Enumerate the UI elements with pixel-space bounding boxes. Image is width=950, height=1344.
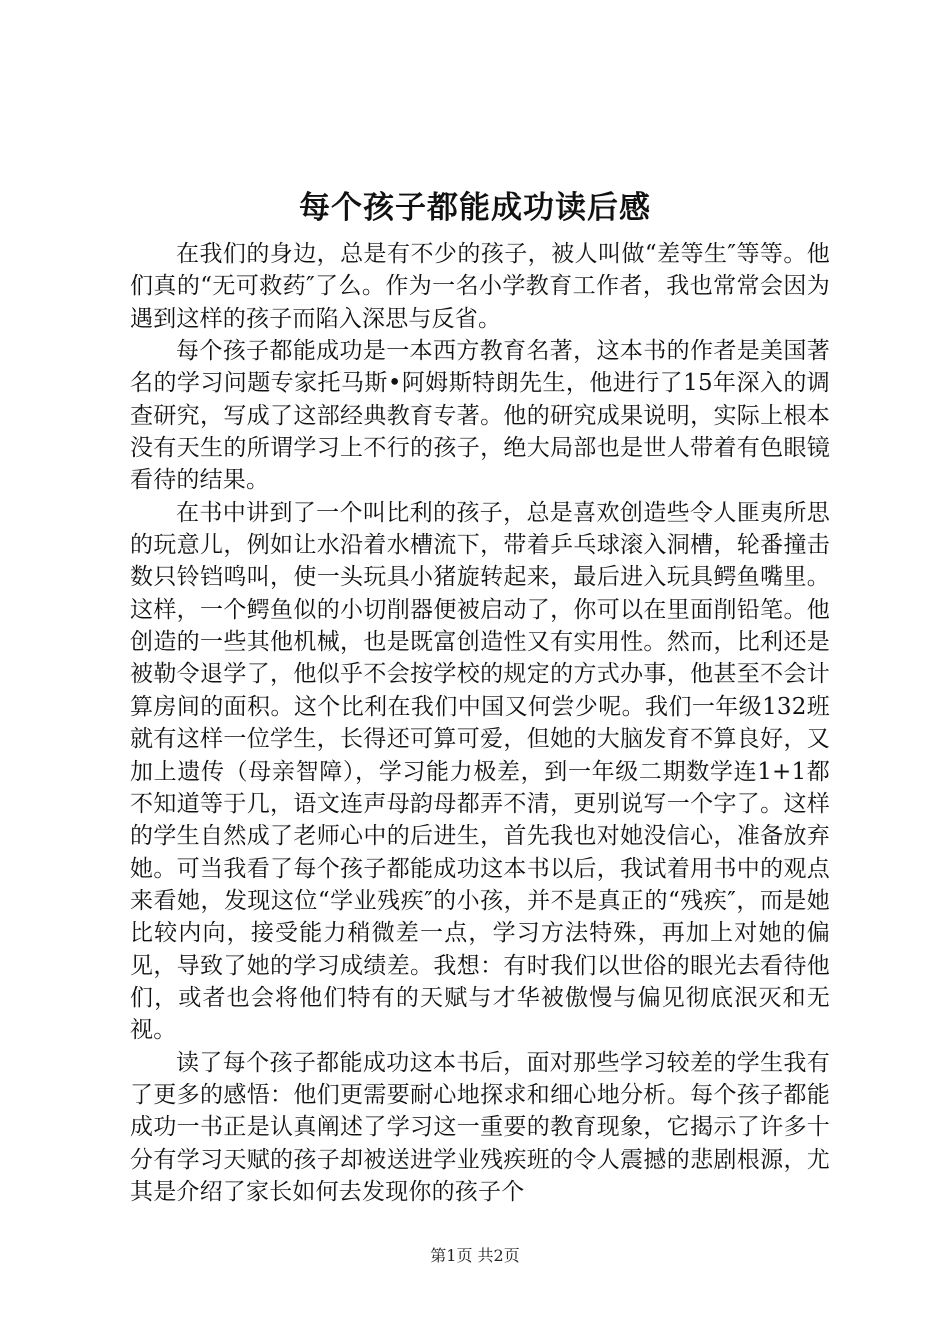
document-title: 每个孩子都能成功读后感 bbox=[299, 190, 651, 226]
document-body bbox=[130, 238, 830, 1208]
paragraph: 每个孩子都能成功是一本西方教育名著，这本书的作者是美国著名的学习问题专家托马斯•阿姆斯特朗先生，他进行了15年深入的调查研究，写成了这部经典教育专著。他的研究成果说明，实际上根本没有天生的所谓学习上不行的孩子，绝大局部也是世人带着有色眼镜看待的结果。 bbox=[130, 338, 830, 494]
paragraph: 在书中讲到了一个叫比利的孩子，总是喜欢创造些令人匪夷所思的玩意儿，例如让水沿着水槽流下，带着乒乓球滚入洞槽，轮番撞击数只铃铛鸣叫，使一头玩具小猪旋转起来，最后进入玩具鳄鱼嘴里。这样，一个鳄鱼似的小切削器便被启动了，你可以在里面削铅笔。他创造的一些其他机械，也是既富创造性又有实用性。然而，比利还是被勒令退学了，他似乎不会按学校的规定的方式办事，他甚至不会计算房间的面积。这个比利在我们中国又何尝少呢。我们一年级132班就有这样一位学生，长得还可算可爱，但她的大脑发育不算良好，又加上遗传（母亲智障），学习能力极差，到一年级二期数学连1+1都不知道等于几，语文连声母韵母都弄不清，更别说写一个字了。这样的学生自然成了老师心中的后进生，首先我也对她没信心，准备放弃她。可当我看了每个孩子都能成功这本书以后，我试着用书中的观点来看她，发现这位“学业残疾″的小孩，并不是真正的“残疾″，而是她比较内向，接受能力稍微差一点，学习方法特殊，再加上对她的偏见，导致了她的学习成绩差。我想：有时我们以世俗的眼光去看待他们，或者也会将他们特有的天赋与才华被傲慢与偏见彻底泯灭和无视。 bbox=[130, 499, 830, 1044]
paragraph: 在我们的身边，总是有不少的孩子，被人叫做“差等生″等等。他们真的“无可救药″了么。作为一名小学教育工作者，我也常常会因为遇到这样的孩子而陷入深思与反省。 bbox=[130, 241, 830, 332]
page-number-footer: 第1页 共2页 bbox=[430, 1246, 520, 1265]
paragraph: 读了每个孩子都能成功这本书后，面对那些学习较差的学生我有了更多的感悟：他们更需要耐心地探求和细心地分析。每个孩子都能成功一书正是认真阐述了学习这一重要的教育现象，它揭示了许多十分有学习天赋的孩子却被送进学业残疾班的令人震撼的悲剧根源，尤其是介绍了家长如何去发现你的孩子个 bbox=[130, 1049, 830, 1205]
